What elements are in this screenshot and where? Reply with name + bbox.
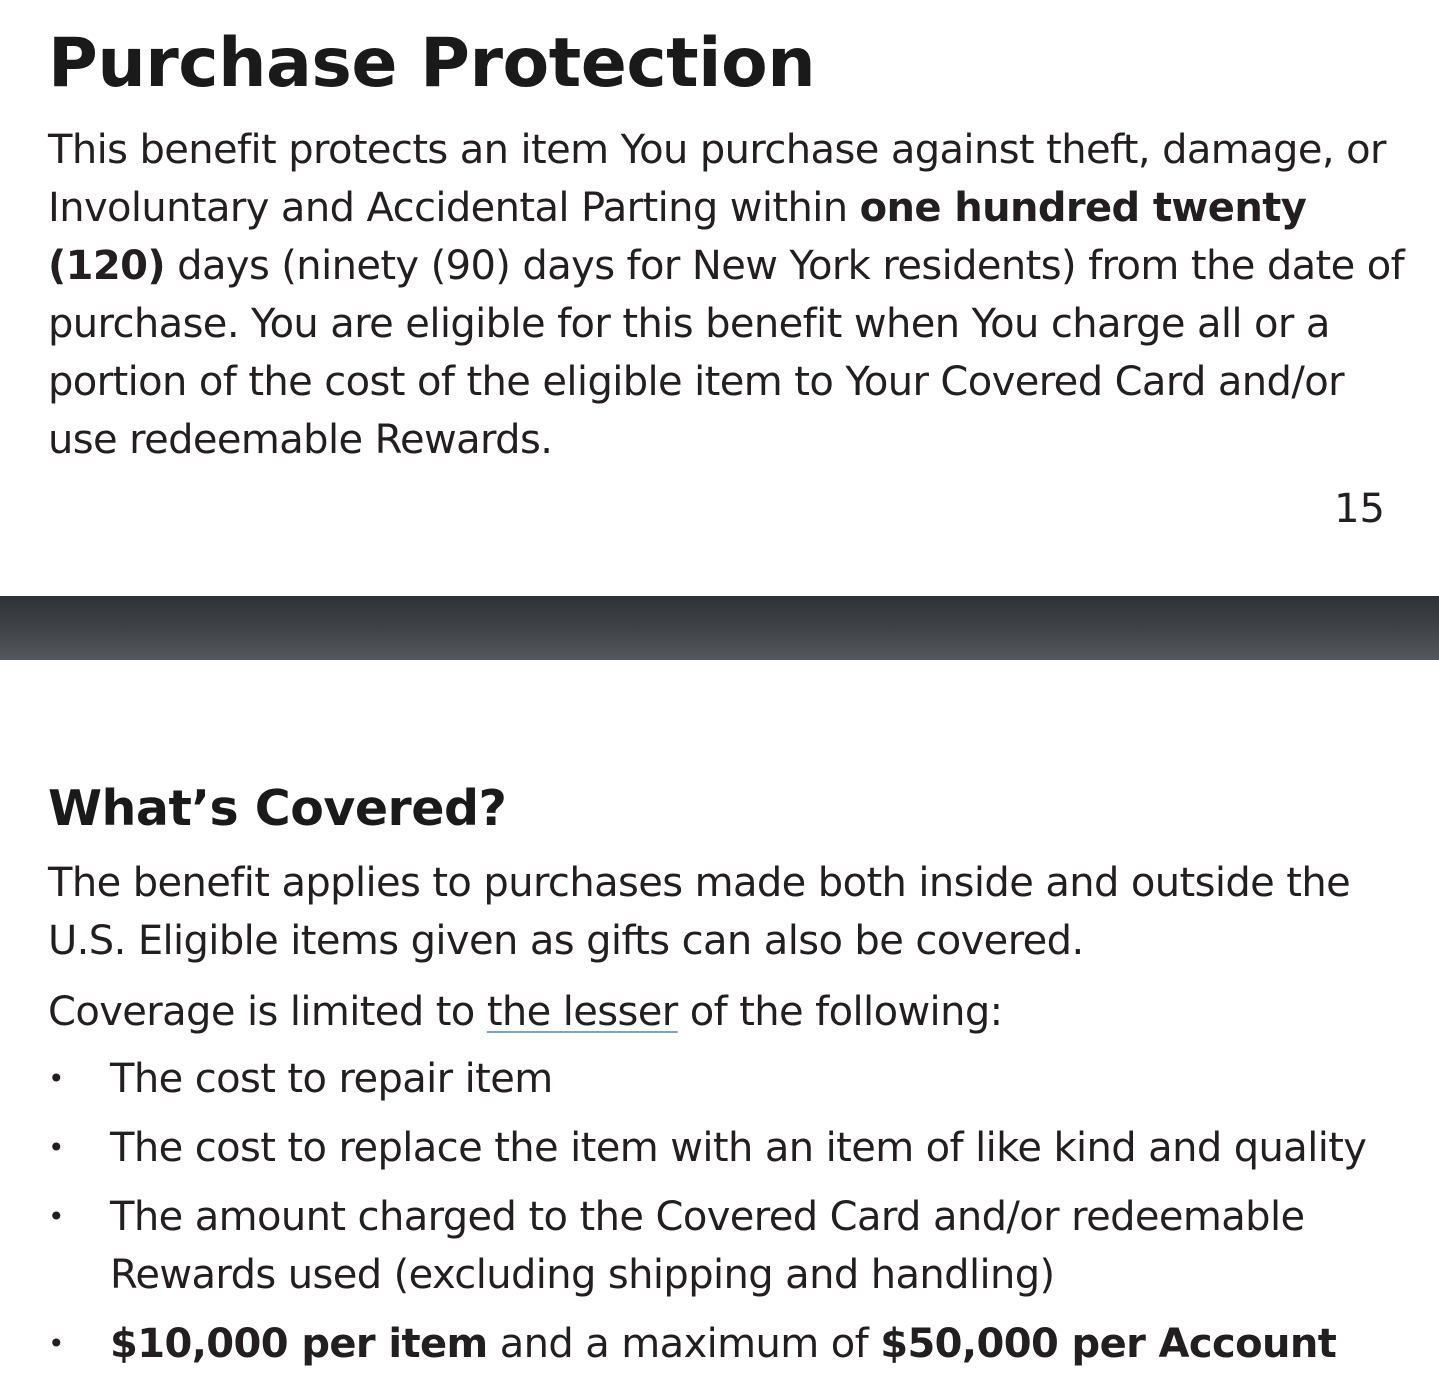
coverage-limit-text-start: Coverage is limited to <box>48 989 487 1035</box>
intro-text-end: days (ninety (90) days for New York residents) from the date of purchase. You are eligible for this benefit when You charge all or a portion of the cost of the eligible item to Your Covered Card and/or use redeemable Rewards. <box>48 243 1405 463</box>
intro-text-start: This benefit protects an item You purchase against theft, damage, or Involuntary and Accidental Parting within <box>48 127 1386 231</box>
bullet-text: The cost to repair item <box>110 1056 553 1102</box>
bullet-text: The amount charged to the Covered Card and/or redeemable Rewards used (excluding shipping and handling) <box>110 1194 1305 1298</box>
bullet-text-limits <box>110 1321 1336 1367</box>
intro-paragraph <box>48 121 1408 469</box>
coverage-limit-paragraph <box>48 983 1408 1041</box>
coverage-paragraph: The benefit applies to purchases made both inside and outside the U.S. Eligible items given as gifts can also be covered. <box>48 860 1351 964</box>
bullet-text: The cost to replace the item with an item of like kind and quality <box>110 1125 1367 1171</box>
page-title: Purchase Protection <box>48 24 816 103</box>
list-item <box>48 1188 1408 1304</box>
bullet-icon: • <box>48 1200 64 1233</box>
list-item <box>48 1315 1408 1373</box>
intro-bold-days: one hundred twenty (120) <box>48 185 1307 289</box>
coverage-bullet-list <box>48 1050 1408 1384</box>
limit-connector-text: and a maximum of <box>487 1321 881 1367</box>
per-account-limit: $50,000 per Account <box>880 1321 1337 1367</box>
page-number: 15 <box>1334 486 1385 532</box>
list-item <box>48 1119 1408 1177</box>
section-heading-whats-covered: What’s Covered? <box>48 780 507 837</box>
list-item <box>48 1050 1408 1108</box>
per-item-limit: $10,000 per item <box>110 1321 488 1367</box>
bullet-icon: • <box>48 1131 64 1164</box>
coverage-limit-text-end: of the following: <box>677 989 1003 1035</box>
bullet-icon: • <box>48 1062 64 1095</box>
bullet-icon: • <box>48 1327 64 1360</box>
page-divider <box>0 596 1439 660</box>
the-lesser-link[interactable]: the lesser <box>486 989 678 1035</box>
